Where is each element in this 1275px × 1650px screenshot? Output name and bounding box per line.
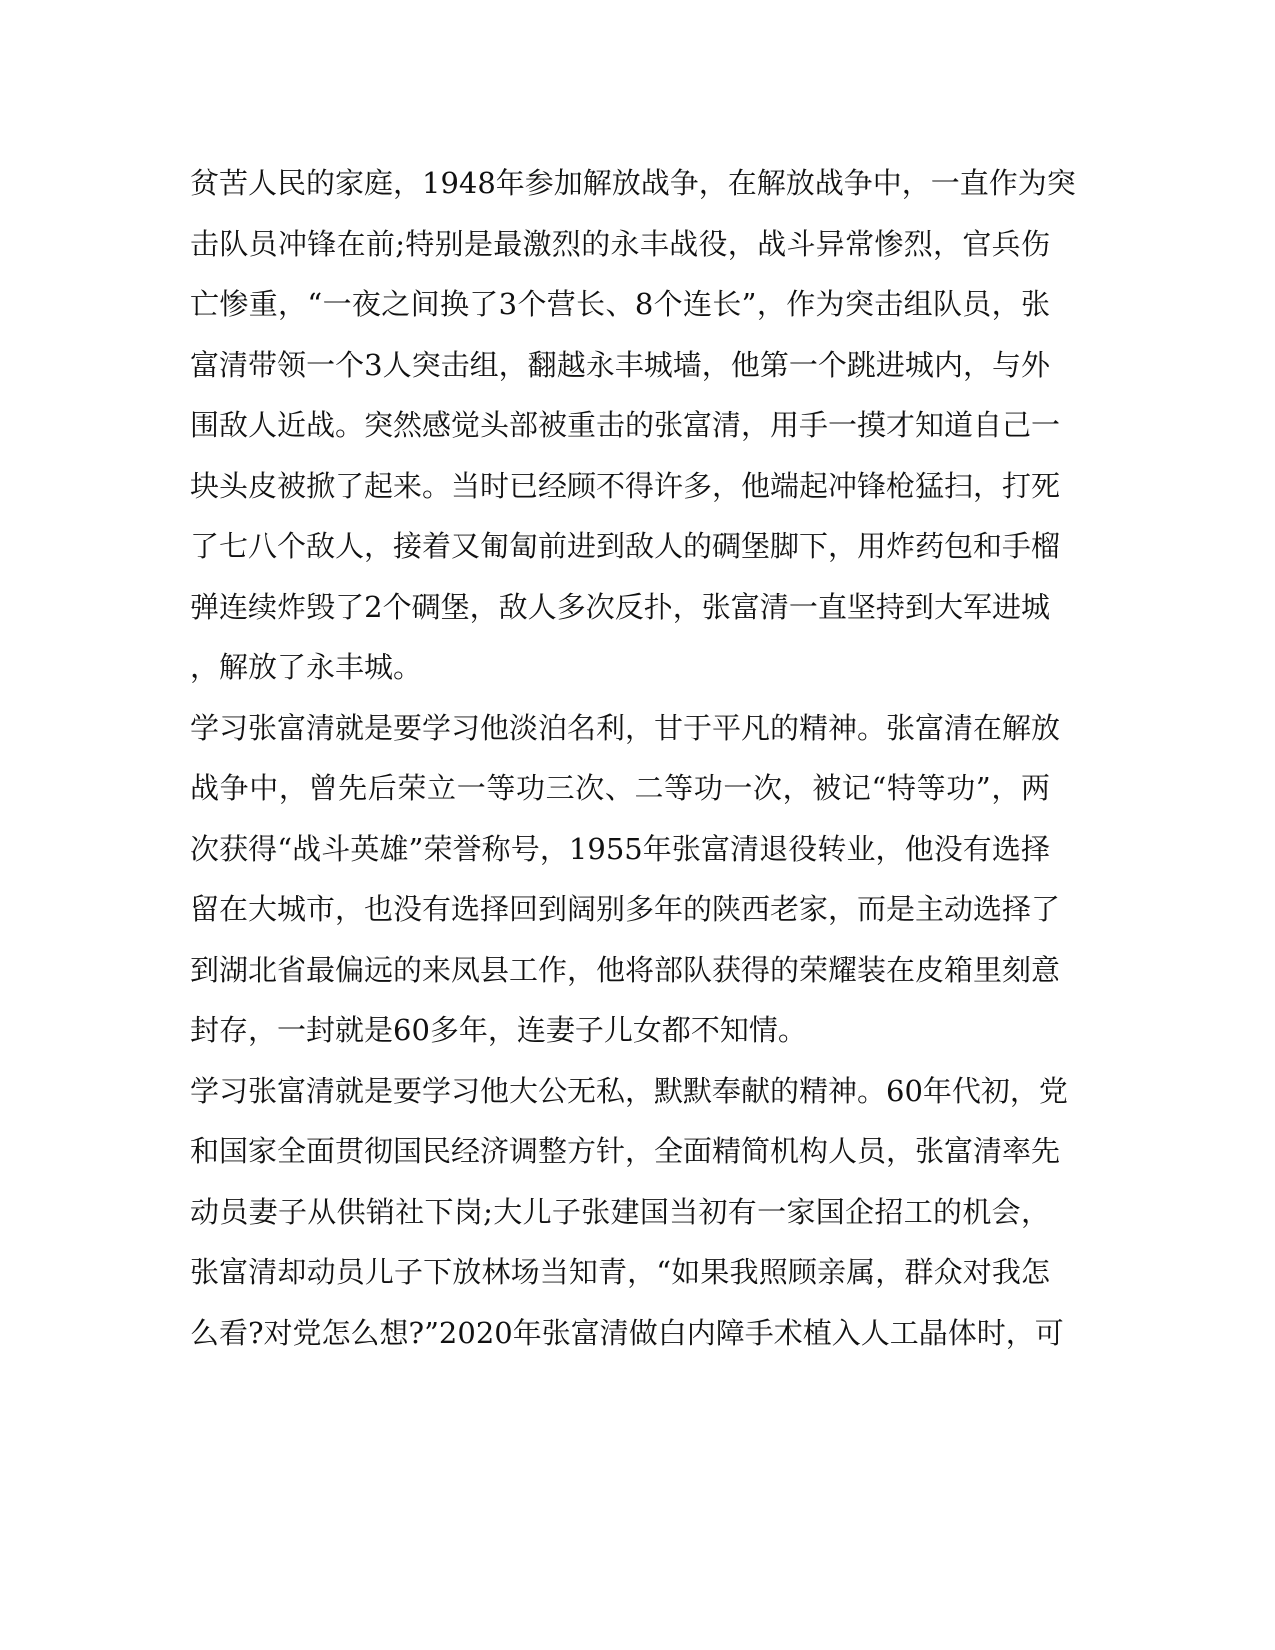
text-line: 块头皮被掀了起来。当时已经顾不得许多，他端起冲锋枪猛扫，打死 xyxy=(190,468,1061,503)
text-line: 了七八个敌人，接着又匍匐前进到敌人的碉堡脚下，用炸药包和手榴 xyxy=(190,529,1061,563)
text-line: 动员妻子从供销社下岗;大儿子张建国当初有一家国企招工的机会， xyxy=(190,1194,1050,1229)
paragraph-end-line: ，解放了永丰城。 xyxy=(190,650,423,684)
text-line: 贫苦人民的家庭，1948年参加解放战争，在解放战争中，一直作为突 xyxy=(190,166,1076,200)
text-line: 到湖北省最偏远的来凤县工作，他将部队获得的荣耀装在皮箱里刻意 xyxy=(190,952,1061,987)
text-line: 么看?对党怎么想?”2020年张富清做白内障手术植入人工晶体时，可 xyxy=(190,1315,1064,1350)
text-line: 弹连续炸毁了2个碉堡，敌人多次反扑，张富清一直坚持到大军进城 xyxy=(190,589,1050,624)
text-line: 战争中，曾先后荣立一等功三次、二等功一次，被记“特等功”，两 xyxy=(190,771,1050,805)
body-text xyxy=(190,153,1076,1363)
text-line: 留在大城市，也没有选择回到阔别多年的陕西老家，而是主动选择了 xyxy=(190,892,1061,926)
text-line: 学习张富清就是要学习他淡泊名利，甘于平凡的精神。张富清在解放 xyxy=(190,710,1061,745)
text-line: 富清带领一个3人突击组，翻越永丰城墙，他第一个跳进城内，与外 xyxy=(190,347,1050,382)
text-line: 和国家全面贯彻国民经济调整方针，全面精简机构人员，张富清率先 xyxy=(190,1134,1061,1168)
text-line: 张富清却动员儿子下放林场当知青，“如果我照顾亲属，群众对我怎 xyxy=(190,1255,1050,1289)
text-line: 亡惨重，“一夜之间换了3个营长、8个连长”，作为突击组队员，张 xyxy=(190,287,1050,321)
text-line: 次获得“战斗英雄”荣誉称号，1955年张富清退役转业，他没有选择 xyxy=(190,831,1050,866)
text-line: 学习张富清就是要学习他大公无私，默默奉献的精神。60年代初，党 xyxy=(190,1073,1068,1108)
text-line: 击队员冲锋在前;特别是最激烈的永丰战役，战斗异常惨烈，官兵伤 xyxy=(190,226,1050,261)
paragraph-end-line: 封存，一封就是60多年，连妻子儿女都不知情。 xyxy=(190,1013,807,1047)
text-line: 围敌人近战。突然感觉头部被重击的张富清，用手一摸才知道自己一 xyxy=(190,408,1061,442)
